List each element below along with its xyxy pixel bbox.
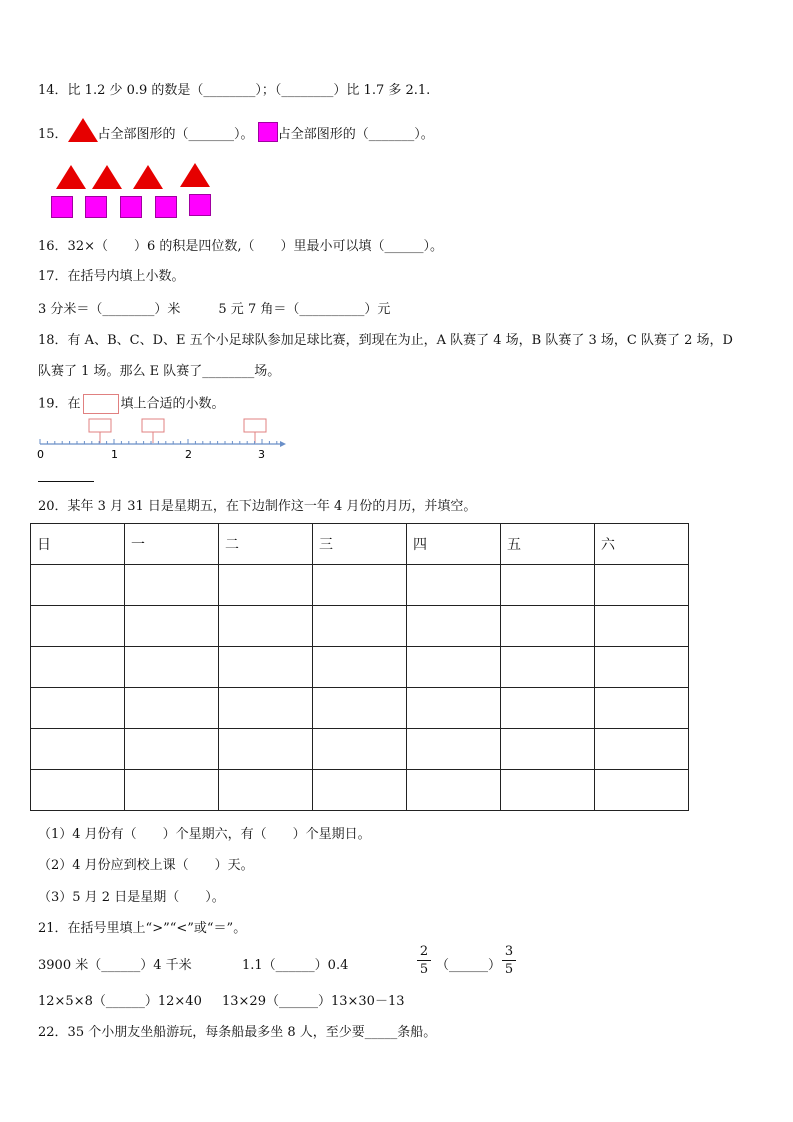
question-20-sub1: （1）4 月份有（ ）个星期六，有（ ）个星期日。 [38,827,371,842]
number-line-box [244,419,266,432]
calendar-cell [31,606,125,647]
triangle-shape [92,165,122,189]
question-21-a: 3900 米（______）4 千米 [38,958,192,973]
calendar-header: 三 [313,524,407,565]
shapes-figure [56,164,216,220]
question-15-number: 15． [38,127,68,142]
fraction-right [502,944,516,977]
fraction-denominator: 5 [419,962,429,977]
question-21-c: 12×5×8（______）12×40 [38,994,202,1009]
question-15-part1: 占全部图形的（_______）。 [97,127,254,142]
tick-label: 1 [111,448,118,461]
question-21-d: 13×29（______）13×30－13 [222,994,405,1009]
question-19-pre: 19．在 [38,396,81,412]
calendar-cell [125,565,219,606]
calendar-row [31,729,689,770]
square-shape [189,194,211,216]
question-19-post: 填上合适的小数。 [120,396,225,412]
calendar-cell [31,770,125,811]
tick-label: 3 [258,448,265,461]
calendar-row [31,770,689,811]
tick-label: 2 [185,448,192,461]
calendar-cell [313,647,407,688]
calendar-cell [407,565,501,606]
question-21-title: 21．在括号里填上“>”“<”或“＝”。 [38,921,247,936]
question-17-b: 5 元 7 角＝（__________）元 [218,302,391,317]
question-14: 14．比 1.2 少 0.9 的数是（________）；（________）比 1.7 多 2.1. [38,83,431,98]
number-line [30,414,290,464]
calendar-cell [407,770,501,811]
calendar-cell [313,688,407,729]
square-shape [85,196,107,218]
square-shape [51,196,73,218]
triangle-shape [180,163,210,187]
calendar-cell [219,565,313,606]
calendar-cell [313,729,407,770]
calendar-cell [31,729,125,770]
calendar-cell [313,565,407,606]
calendar-header: 五 [501,524,595,565]
question-20-title: 20．某年 3 月 31 日是星期五，在下边制作这一年 4 月份的月历，并填空。 [38,499,477,514]
calendar-cell [125,606,219,647]
question-22: 22．35 个小朋友坐船游玩，每条船最多坐 8 人，至少要_____条船。 [38,1025,437,1040]
fraction-numerator: 3 [504,944,514,959]
calendar-cell [501,606,595,647]
question-20-sub3: （3）5 月 2 日是星期（ ）。 [38,890,225,905]
calendar-cell [501,688,595,729]
calendar-cell [125,647,219,688]
question-21-mid: （______） [436,958,502,973]
calendar-cell [313,606,407,647]
calendar-cell [595,688,689,729]
calendar-table [30,523,689,811]
calendar-header: 六 [595,524,689,565]
calendar-cell [313,770,407,811]
calendar-cell [219,647,313,688]
calendar-cell [407,647,501,688]
triangle-icon [68,118,98,142]
question-16: 16．32×（ ）6 的积是四位数,（ ）里最小可以填（______）。 [38,239,444,254]
calendar-header: 二 [219,524,313,565]
question-15-part2: 占全部图形的（_______）。 [277,127,434,142]
calendar-cell [595,770,689,811]
answer-box [83,394,119,414]
calendar-cell [125,770,219,811]
answer-line [38,481,94,482]
calendar-cell [125,729,219,770]
calendar-cell [219,688,313,729]
question-17-a: 3 分米＝（________）米 [38,302,181,317]
calendar-cell [501,770,595,811]
calendar-cell [501,647,595,688]
calendar-cell [125,688,219,729]
calendar-cell [501,565,595,606]
number-line-box [142,419,164,432]
question-21-b: 1.1（______）0.4 [242,958,349,973]
fraction-left [417,944,431,977]
calendar-cell [31,565,125,606]
calendar-row [31,647,689,688]
calendar-cell [595,606,689,647]
question-17-items [38,301,390,319]
calendar-cell [31,647,125,688]
question-18-line1: 18．有 A、B、C、D、E 五个小足球队参加足球比赛，到现在为止，A 队赛了 4 场，B 队赛了 3 场，C 队赛了 2 场，D [38,333,733,348]
calendar-row [31,688,689,729]
calendar-cell [595,729,689,770]
calendar-cell [595,565,689,606]
square-icon [258,122,278,142]
fraction-numerator: 2 [419,944,429,959]
question-19 [38,394,225,414]
tick-label: 0 [37,448,44,461]
square-shape [120,196,142,218]
calendar-cell [407,606,501,647]
calendar-cell [501,729,595,770]
calendar-cell [31,688,125,729]
question-18-line2: 队赛了 1 场。那么 E 队赛了________场。 [38,364,281,379]
calendar-cell [219,770,313,811]
question-15 [38,118,434,144]
question-20-sub2: （2）4 月份应到校上课（ ）天。 [38,858,254,873]
calendar-row [31,606,689,647]
triangle-shape [133,165,163,189]
calendar-header-row [31,524,689,565]
triangle-shape [56,165,86,189]
question-17-title: 17．在括号内填上小数。 [38,269,185,284]
calendar-cell [407,729,501,770]
calendar-row [31,565,689,606]
calendar-header: 日 [31,524,125,565]
calendar-cell [407,688,501,729]
number-line-box [89,419,111,432]
calendar-cell [219,606,313,647]
square-shape [155,196,177,218]
calendar-header: 一 [125,524,219,565]
calendar-cell [219,729,313,770]
calendar-cell [595,647,689,688]
fraction-denominator: 5 [504,962,514,977]
calendar-header: 四 [407,524,501,565]
